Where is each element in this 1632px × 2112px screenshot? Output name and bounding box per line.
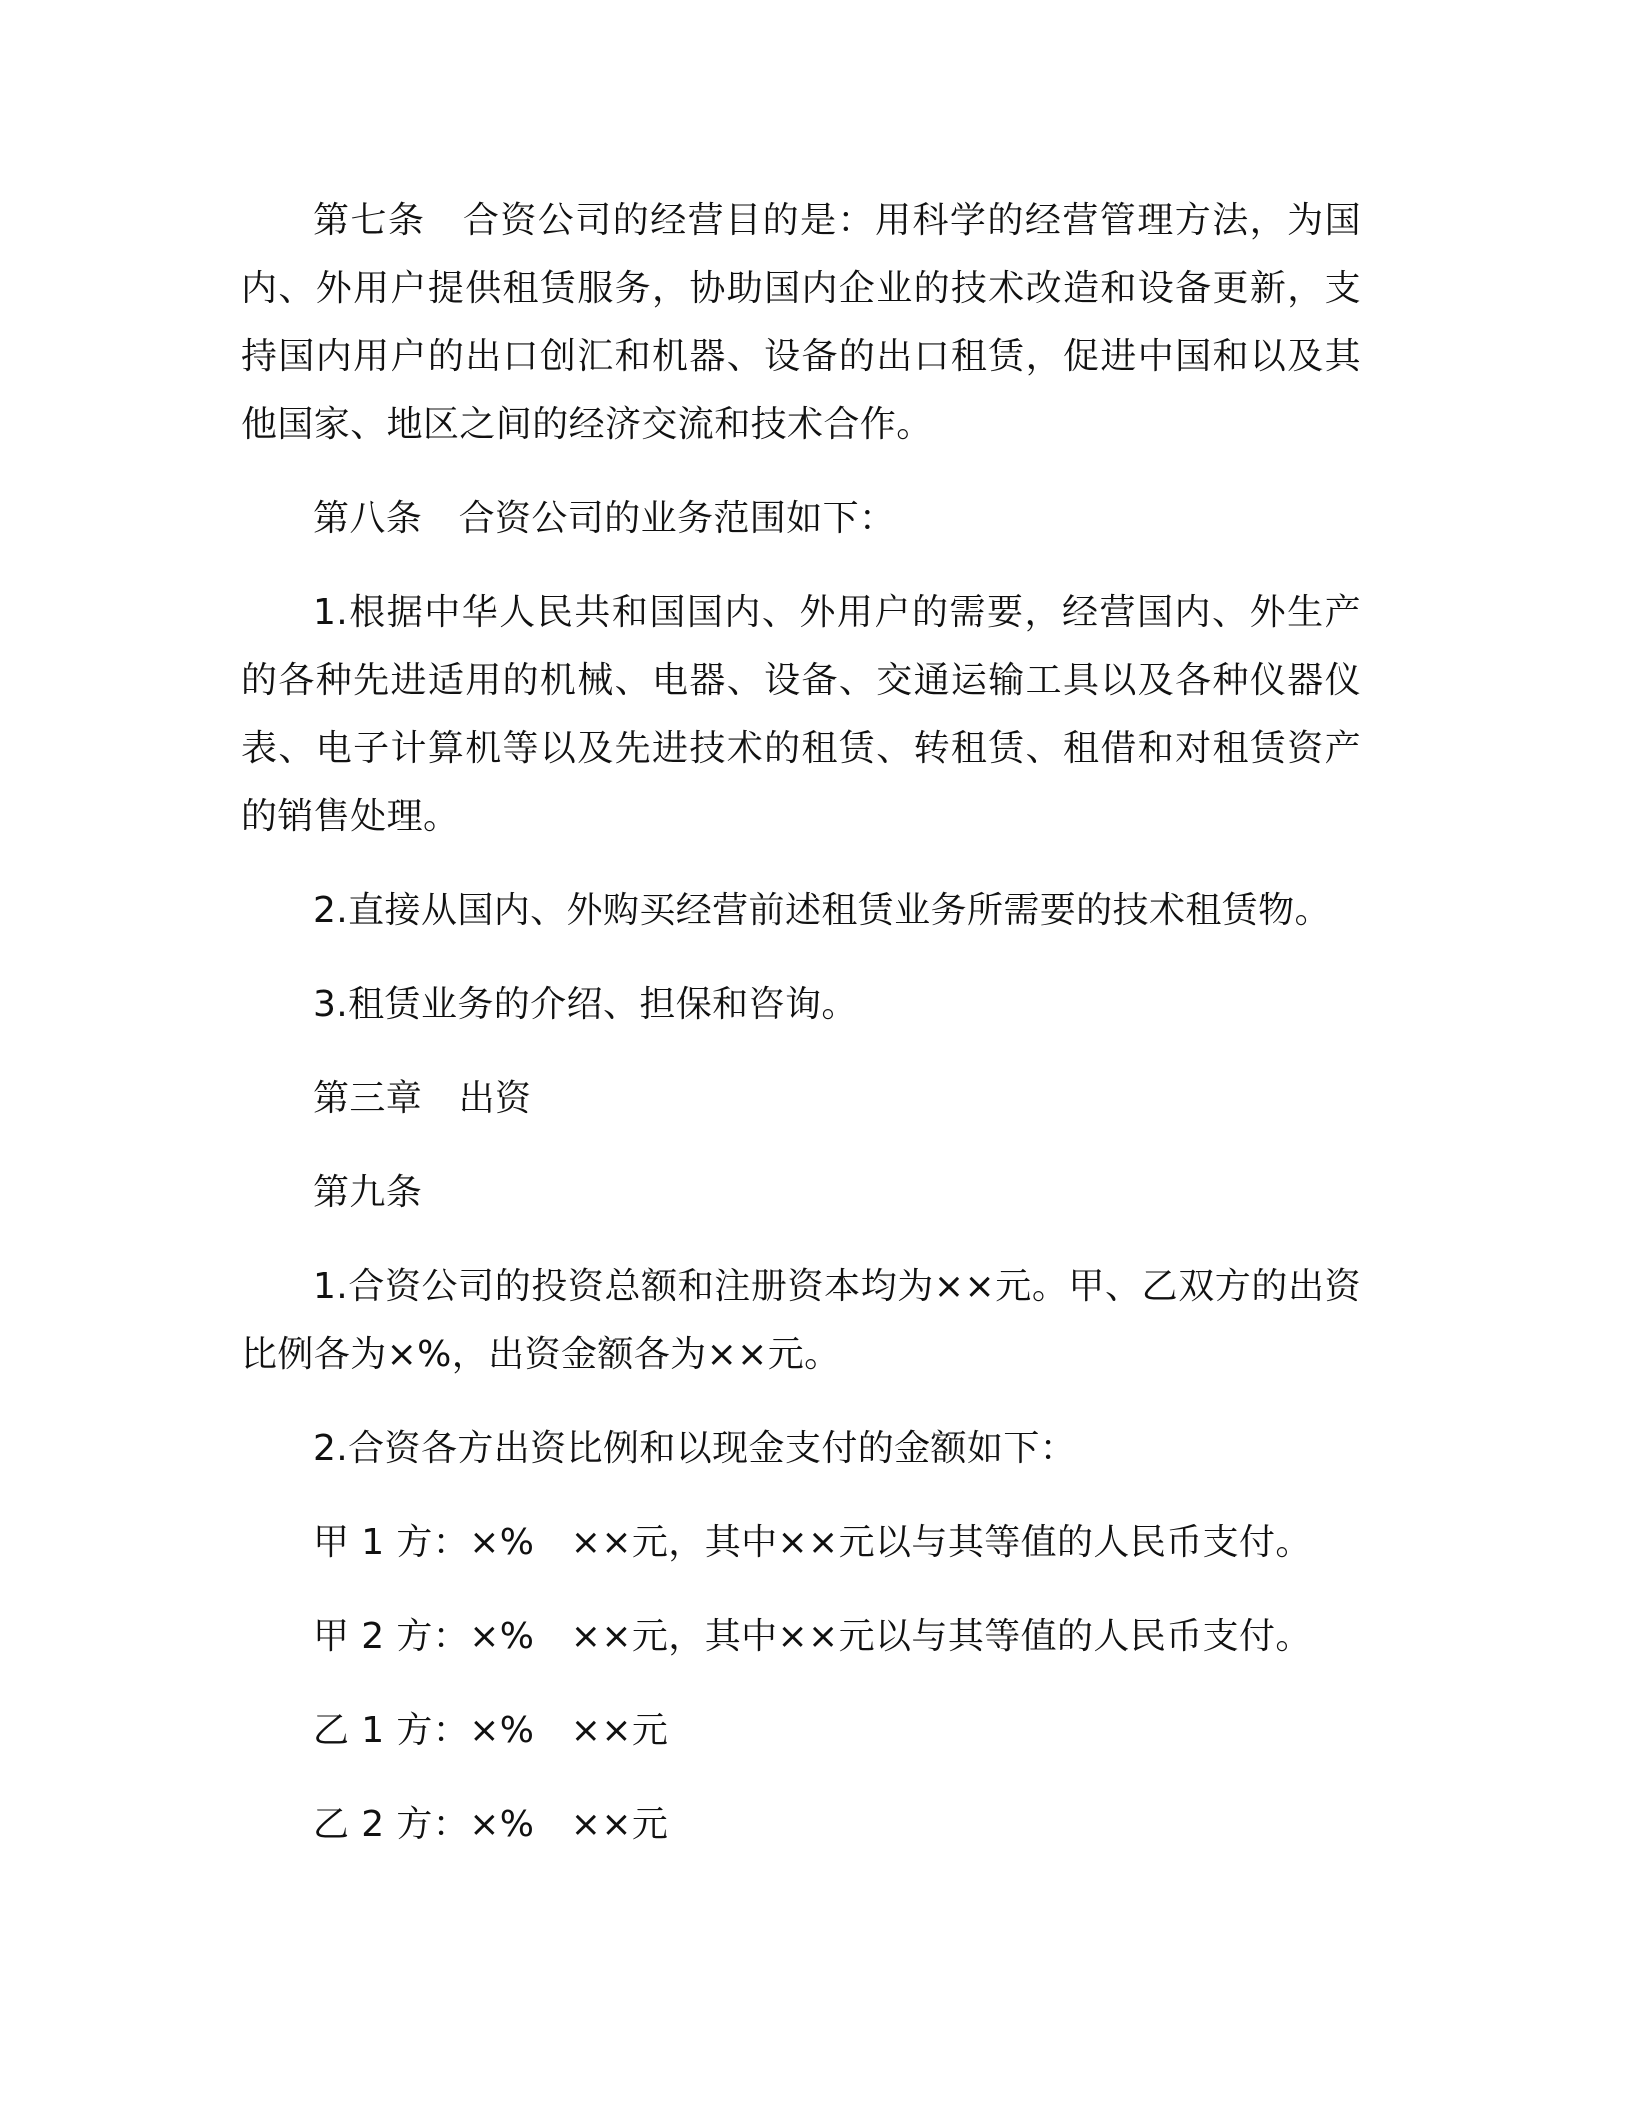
- chapter-3-heading: 第三章 出资: [313, 1078, 532, 1119]
- investment-item-2: 2.合资各方出资比例和以现金支付的金额如下：: [313, 1428, 1077, 1469]
- business-scope-item-1: 1.根据中华人民共和国国内、外用户的需要，经营国内、外生产的各种先进适用的机械、电器、设备、交通运输工具以及各种仪器仪表、电子计算机等以及先进技术的租赁、转租赁、租借和对租赁资产的销售处理。: [241, 592, 1361, 837]
- business-scope-item-2: 2.直接从国内、外购买经营前述租赁业务所需要的技术租赁物。: [313, 890, 1331, 931]
- article-8-heading: 第八条 合资公司的业务范围如下：: [313, 498, 896, 539]
- article-7-paragraph: 第七条 合资公司的经营目的是：用科学的经营管理方法，为国内、外用户提供租赁服务，协助国内企业的技术改造和设备更新，支持国内用户的出口创汇和机器、设备的出口租赁，促进中国和以及其他国家、地区之间的经济交流和技术合作。: [241, 200, 1361, 445]
- business-scope-item-3: 3.租赁业务的介绍、担保和咨询。: [313, 984, 858, 1025]
- party-b1-contribution: 乙 1 方：×% ××元: [313, 1710, 669, 1751]
- document-body: [241, 187, 1361, 1885]
- party-b2-contribution: 乙 2 方：×% ××元: [313, 1804, 669, 1845]
- article-9-heading: 第九条: [313, 1172, 423, 1213]
- party-a2-contribution: 甲 2 方：×% ××元，其中××元以与其等值的人民币支付。: [313, 1616, 1312, 1657]
- investment-item-1: 1.合资公司的投资总额和注册资本均为××元。甲、乙双方的出资比例各为×%，出资金额各为××元。: [241, 1266, 1361, 1375]
- party-a1-contribution: 甲 1 方：×% ××元，其中××元以与其等值的人民币支付。: [313, 1522, 1312, 1563]
